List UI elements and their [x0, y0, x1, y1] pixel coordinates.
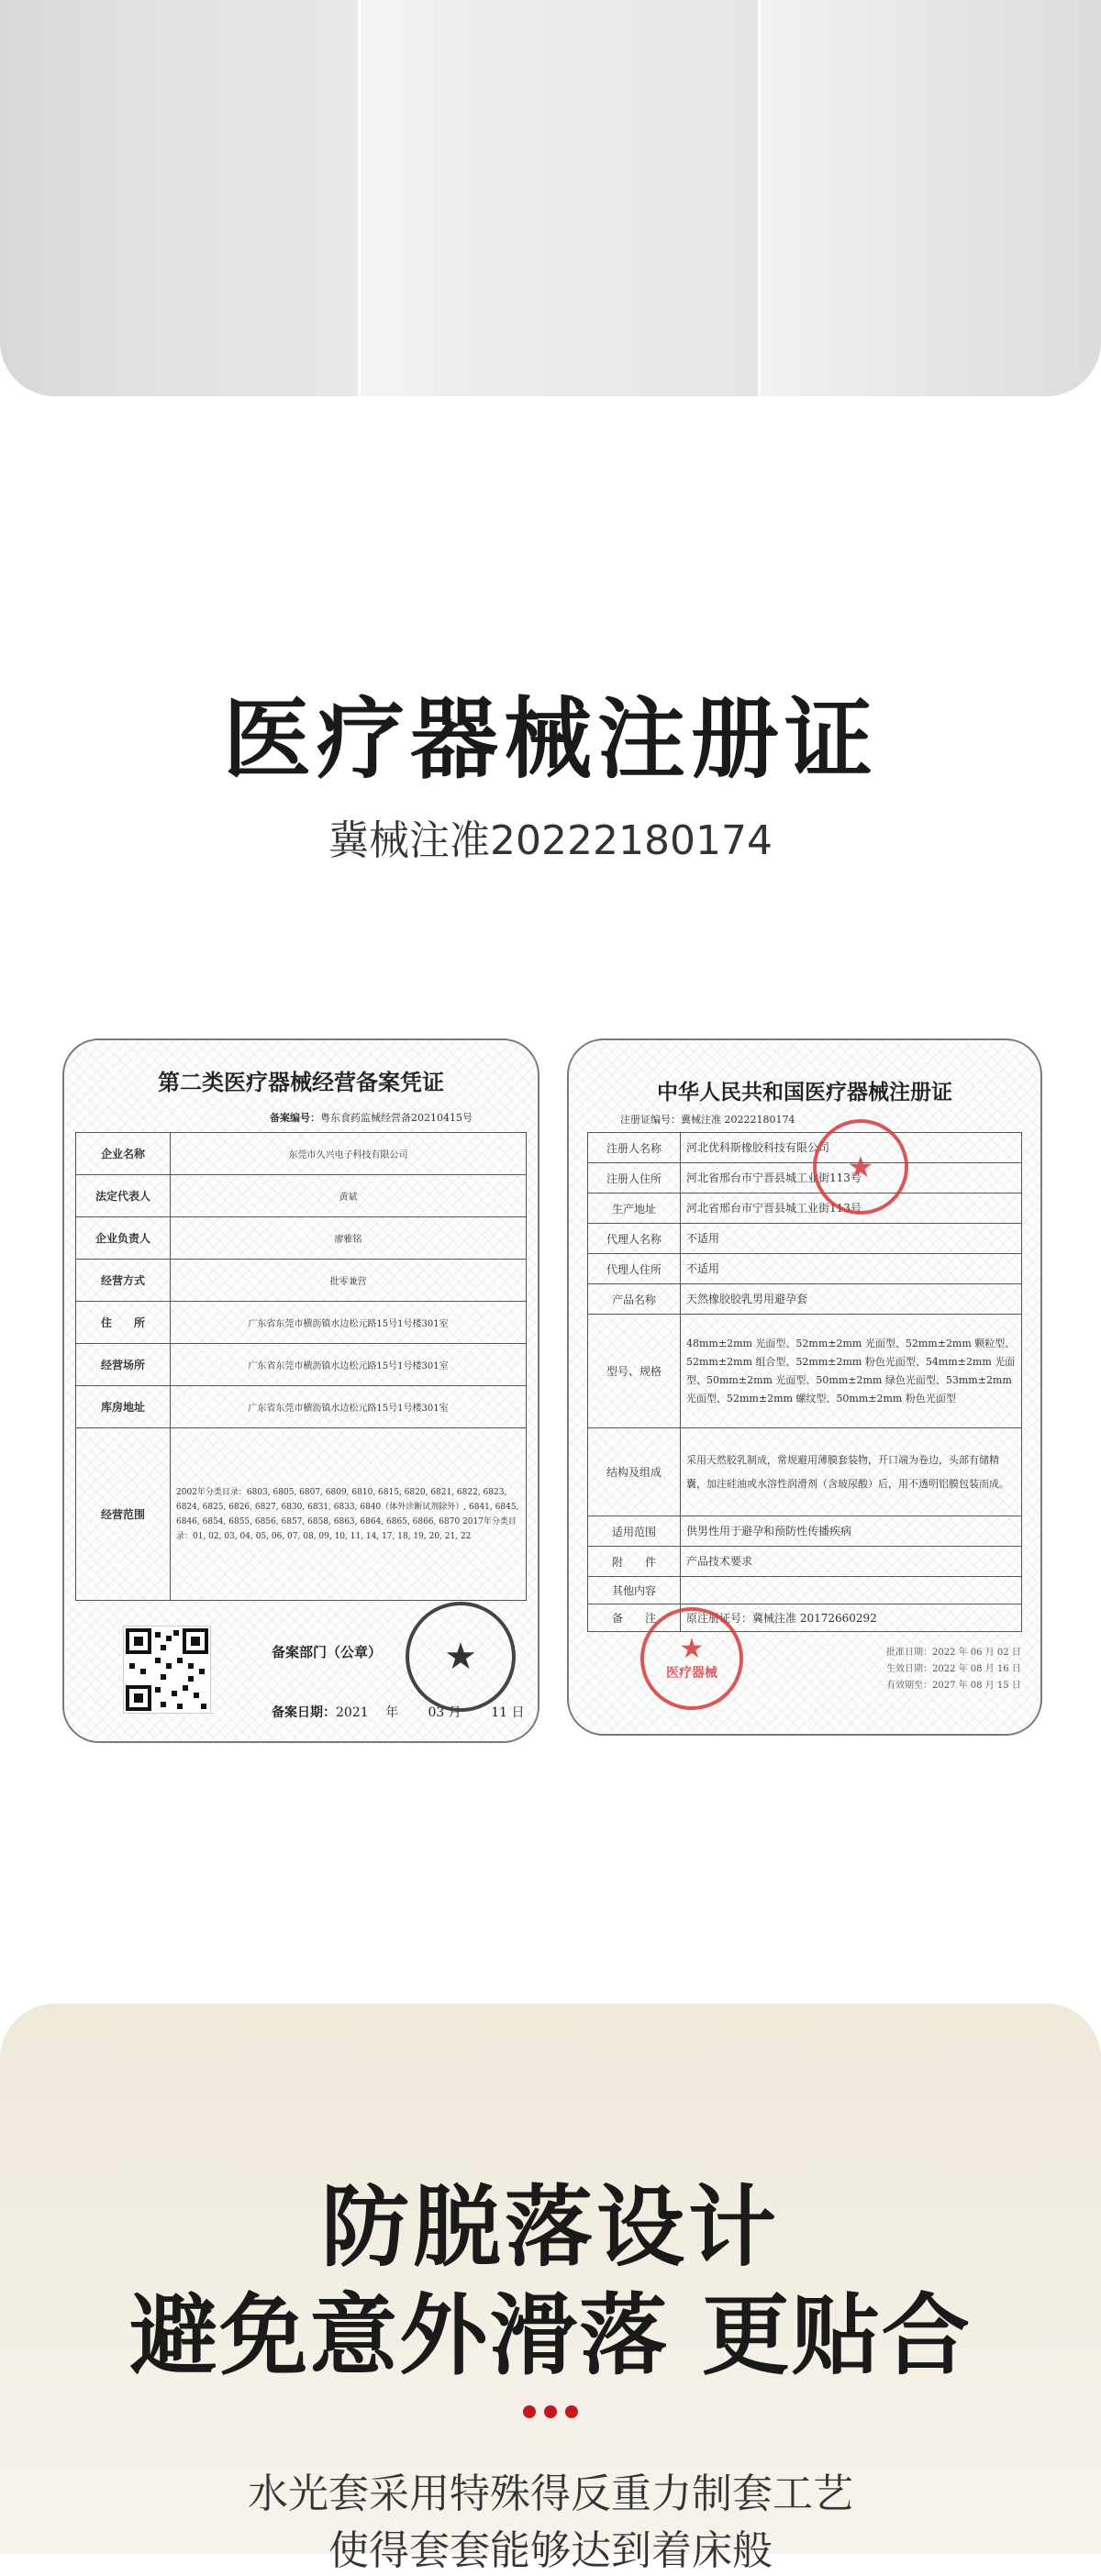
row-value: 产品技术要求	[681, 1547, 1022, 1577]
table-row	[588, 1577, 1022, 1604]
row-label: 经营范围	[76, 1428, 171, 1601]
hero-product-image	[0, 0, 1101, 396]
table-row	[76, 1386, 527, 1428]
hero-divider	[358, 0, 361, 396]
row-label: 结构及组成	[588, 1428, 681, 1516]
row-label: 代理人名称	[588, 1224, 681, 1254]
row-label: 企业负责人	[76, 1217, 171, 1260]
dot-icon	[565, 2405, 578, 2418]
table-row	[588, 1133, 1022, 1163]
authority-red-seal-icon	[640, 1607, 743, 1710]
design-body-line2: 使得套套能够达到着床般	[328, 2527, 773, 2574]
filing-dept-label: 备案部门（公章）	[272, 1644, 383, 1660]
row-label: 附 件	[588, 1547, 681, 1577]
row-label: 适用范围	[588, 1516, 681, 1547]
registration-number-value: 冀械注准 20222180174	[681, 1114, 795, 1126]
official-seal-icon	[406, 1602, 516, 1712]
star-icon: ★	[679, 1633, 705, 1665]
row-label: 经营场所	[76, 1344, 171, 1386]
seal-text: 医疗器械	[666, 1666, 717, 1681]
effective-date: 生效日期：2022 年 08 月 16 日	[886, 1664, 1021, 1674]
approve-date: 批准日期：2022 年 06 月 02 日	[886, 1648, 1021, 1658]
table-row	[588, 1194, 1022, 1224]
expire-date: 有效期至：2027 年 08 月 15 日	[886, 1681, 1021, 1691]
row-value: 河北优科斯橡胶科技有限公司	[681, 1133, 1022, 1163]
row-label: 备 注	[588, 1604, 681, 1632]
dot-icon	[523, 2405, 536, 2418]
table-row	[76, 1133, 527, 1175]
table-row	[76, 1217, 527, 1260]
company-red-seal-icon	[813, 1119, 908, 1215]
design-title-line2: 避免意外滑落 更贴合	[129, 2284, 972, 2387]
row-value: 采用天然胶乳制成，常规避用薄膜套装物，开口端为卷边，头部有储精囊，加注硅油或水溶性润滑剂（含玻尿酸）后，用不透明铝膜包装而成。	[681, 1428, 1022, 1516]
row-value: 原注册证号：冀械注准 20172660292	[681, 1604, 1022, 1632]
star-icon: ★	[847, 1149, 874, 1184]
row-value: 黄斌	[171, 1175, 527, 1217]
design-body-line1: 水光套采用特殊得反重力制套工艺	[248, 2471, 853, 2517]
table-row	[76, 1175, 527, 1217]
row-label: 注册人住所	[588, 1163, 681, 1194]
registration-certificate-image	[567, 1038, 1042, 1736]
row-value: 批零兼营	[171, 1260, 527, 1302]
row-value: 廖雅铭	[171, 1217, 527, 1260]
qr-code-icon	[123, 1626, 211, 1714]
registration-number-label: 注册证编号：	[620, 1114, 681, 1126]
design-title-line1: 防脱落设计	[321, 2176, 780, 2279]
filing-date	[272, 1703, 525, 1721]
row-label: 库房地址	[76, 1386, 171, 1428]
row-label: 住 所	[76, 1302, 171, 1344]
table-row	[76, 1260, 527, 1302]
filing-number-value: 粤东食药监械经营备20210415号	[320, 1112, 473, 1124]
row-value: 广东省东莞市横沥镇水边松元路15号1号楼301室	[171, 1344, 527, 1386]
row-value: 天然橡胶胶乳男用避孕套	[681, 1284, 1022, 1315]
row-label: 生产地址	[588, 1194, 681, 1224]
row-value: 48mm±2mm 光面型、52mm±2mm 光面型、52mm±2mm 颗粒型、52mm±2mm 组合型、52mm±2mm 粉色光面型、54mm±2mm 光面型、50mm±2mm 光面型、50mm±2mm 绿色光面型、53mm±2mm 光面型、52mm±2mm 螺纹型、50mm±2mm 粉色光面型	[681, 1315, 1022, 1428]
hero-panel-middle	[360, 0, 760, 396]
star-icon: ★	[444, 1636, 477, 1678]
row-label: 法定代表人	[76, 1175, 171, 1217]
table-row	[588, 1163, 1022, 1194]
filing-date-label: 备案日期：	[272, 1705, 336, 1720]
table-row	[588, 1516, 1022, 1547]
row-value: 供男性用于避孕和预防性传播疾病	[681, 1516, 1022, 1547]
filing-certificate-title: 第二类医疗器械经营备案凭证	[158, 1069, 444, 1095]
table-row	[588, 1315, 1022, 1428]
row-label: 代理人住所	[588, 1254, 681, 1284]
table-row	[76, 1344, 527, 1386]
row-value: 不适用	[681, 1224, 1022, 1254]
dot-icon	[544, 2405, 557, 2418]
table-row	[588, 1224, 1022, 1254]
row-value: 东莞市久兴电子科技有限公司	[171, 1133, 527, 1175]
table-row	[76, 1302, 527, 1344]
hero-panel-left	[0, 0, 360, 396]
table-row	[588, 1254, 1022, 1284]
table-row	[588, 1428, 1022, 1516]
table-row	[588, 1284, 1022, 1315]
row-value: 广东省东莞市横沥镇水边松元路15号1号楼301室	[171, 1302, 527, 1344]
hero-divider	[758, 0, 761, 396]
row-value: 2002年分类目录：6803, 6805, 6807, 6809, 6810, 6815, 6820, 6821, 6822, 6823, 6824, 6825, 6826, 6827, 6830, 6831, 6833, 6840（体外诊断试剂除外）, 6841, 6845, 6846, 6854, 6855, 6856, 6857, 6858, 6863, 6864, 6865, 6866, 6870 2017年分类目录：01, 02, 03, 04, 05, 06, 07, 08, 09, 10, 11, 14, 17, 18, 19, 20, 21, 22	[171, 1428, 527, 1601]
certificate-section-title: 医疗器械注册证	[223, 688, 878, 791]
certificate-section-subtitle: 冀械注准20222180174	[328, 817, 773, 864]
row-label: 产品名称	[588, 1284, 681, 1315]
filing-certificate-image	[62, 1038, 539, 1743]
registration-certificate-title: 中华人民共和国医疗器械注册证	[657, 1080, 952, 1105]
registration-table	[587, 1132, 1022, 1632]
row-label: 企业名称	[76, 1133, 171, 1175]
row-value: 不适用	[681, 1254, 1022, 1284]
filing-number	[270, 1110, 473, 1125]
row-label: 型号、规格	[588, 1315, 681, 1428]
row-value: 河北省邢台市宁晋县城工业街113号	[681, 1163, 1022, 1194]
filing-table	[75, 1132, 527, 1601]
table-row	[588, 1547, 1022, 1577]
row-value	[681, 1577, 1022, 1604]
row-label: 经营方式	[76, 1260, 171, 1302]
hero-panel-right	[760, 0, 1101, 396]
filing-date-value: 2021 年 03 月 11 日	[336, 1705, 525, 1720]
table-row	[76, 1428, 527, 1601]
row-label: 注册人名称	[588, 1133, 681, 1163]
red-dots-divider	[523, 2405, 578, 2418]
registration-number	[620, 1112, 795, 1127]
filing-number-label: 备案编号：	[270, 1112, 320, 1124]
row-value: 河北省邢台市宁晋县城工业街113号	[681, 1194, 1022, 1224]
row-value: 广东省东莞市横沥镇水边松元路15号1号楼301室	[171, 1386, 527, 1428]
row-label: 其他内容	[588, 1577, 681, 1604]
